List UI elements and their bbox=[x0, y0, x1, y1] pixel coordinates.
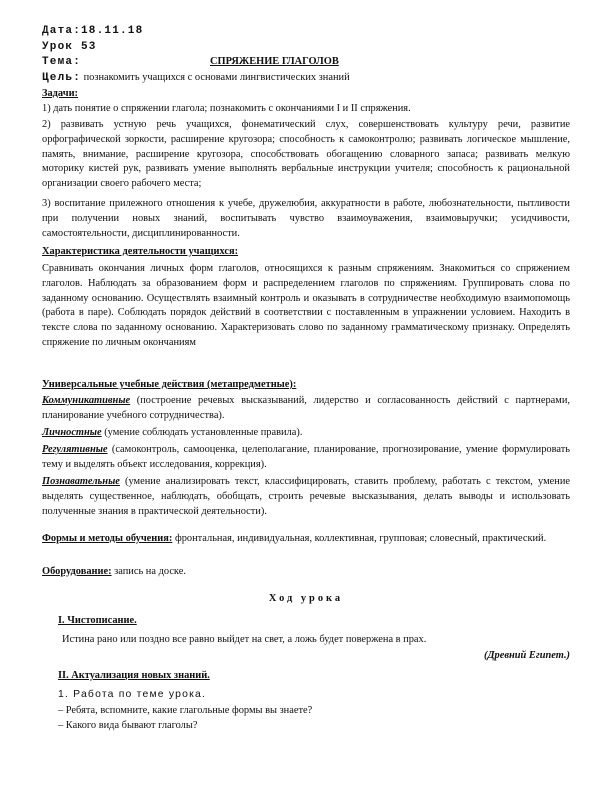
section1-source: (Древний Египет.) bbox=[484, 650, 570, 661]
sub1-title: 1. Работа по теме урока. bbox=[58, 689, 207, 700]
topic-line bbox=[42, 55, 570, 71]
equipment-text: запись на доске. bbox=[111, 566, 186, 577]
section1-text: Истина рано или поздно все равно выйдет на свет, а ложь будет повержена в прах. bbox=[62, 634, 427, 645]
uud-text: (умение соблюдать установленные правила). bbox=[101, 427, 303, 438]
goal-text: познакомить учащихся с основами лингвистических знаний bbox=[83, 72, 350, 83]
equipment-label: Оборудование: bbox=[42, 566, 112, 577]
uud-text: (самоконтроль, самооценка, целеполагание, планирование, прогнозирование, умение формулировать тему и выделять объект исследования, коррекция). bbox=[42, 444, 570, 470]
lesson-number: Урок 53 bbox=[42, 41, 97, 53]
topic-title: СПРЯЖЕНИЕ ГЛАГОЛОВ bbox=[210, 56, 339, 67]
uud-heading: Универсальные учебные действия (метапредметные): bbox=[42, 379, 297, 390]
methods-line bbox=[42, 532, 570, 547]
date-line: Дата:18.11.18 bbox=[42, 25, 144, 37]
question-line: – Ребята, вспомните, какие глагольные формы вы знаете? bbox=[58, 705, 313, 716]
goal-line bbox=[42, 71, 570, 87]
uud-text: (умение анализировать текст, классифицировать, ставить проблему, работать с текстом, умение выделять существенное, наблюдать, обобщать, строить речевые высказывания, делать выводы и использовать полученные знания в практической деятельности). bbox=[42, 476, 570, 517]
activity-text: Сравнивать окончания личных форм глаголов, относящихся к разным спряжениям. Знакомиться со спряжением глаголов. Наблюдать за образованием форм и распределением глаголов по спряжениям. Группировать слова по заданному основанию. Осуществлять взаимный контроль и оказывать в сотрудничестве необходимую взаимопомощь (работа в паре). Соблюдать порядок действий в соответствии с поставленным в упражнении условием. Находить в тексте слова по заданному основанию. Характеризовать слово по заданному грамматическому признаку. Определять спряжение по личным окончаниям bbox=[42, 263, 570, 348]
uud-cognitive bbox=[42, 475, 570, 519]
uud-personal bbox=[42, 426, 570, 441]
lesson-flow-title: Ход урока bbox=[268, 593, 344, 604]
uud-regulatory bbox=[42, 443, 570, 473]
uud-label: Познавательные bbox=[42, 476, 120, 487]
goal-label: Цель: bbox=[42, 72, 82, 84]
equipment-line bbox=[42, 565, 570, 580]
uud-label: Коммуникативные bbox=[42, 395, 131, 406]
methods-text: фронтальная, индивидуальная, коллективная, групповая; словесный, практический. bbox=[172, 533, 547, 544]
tasks-heading: Задачи: bbox=[42, 88, 79, 99]
task-item: 1) дать понятие о спряжении глагола; познакомить с окончаниями I и II спряжения. bbox=[42, 103, 411, 114]
task-item: 3) воспитание прилежного отношения к учебе, дружелюбия, аккуратности в работе, любознательности, пытливости при получении новых знаний, воспитывать чувство взаимоуважения, взаимовыручки; усидчивости, самостоятельности, дисциплинированности. bbox=[42, 198, 570, 239]
uud-communicative bbox=[42, 394, 570, 424]
topic-label: Тема: bbox=[42, 56, 82, 68]
uud-label: Регулятивные bbox=[42, 444, 108, 455]
uud-text: (построение речевых высказываний, лидерство и согласованность действий с партнерами, планирование учебного сотрудничества). bbox=[42, 395, 570, 421]
question-line: – Какого вида бывают глаголы? bbox=[58, 720, 198, 731]
task-item: 2) развивать устную речь учащихся, фонематический слух, совершенствовать культуру речи, развитие орфографической зоркости, расширение кругозора; способность к самоконтролю; развивать логическое мышление, память, внимание, расширение кругозора, способствовать обогащению словарного запаса; развивать мелкую моторику кистей рук, развивать умение выполнять вербальные инструкции учителя; способность к рациональной организации своего рабочего места; bbox=[42, 119, 570, 190]
section2-title: II. Актуализация новых знаний. bbox=[58, 670, 210, 681]
section1-title: I. Чистописание. bbox=[58, 615, 137, 626]
activity-heading: Характеристика деятельности учащихся: bbox=[42, 246, 239, 257]
methods-label: Формы и методы обучения: bbox=[42, 533, 173, 544]
uud-label: Личностные bbox=[42, 427, 102, 438]
